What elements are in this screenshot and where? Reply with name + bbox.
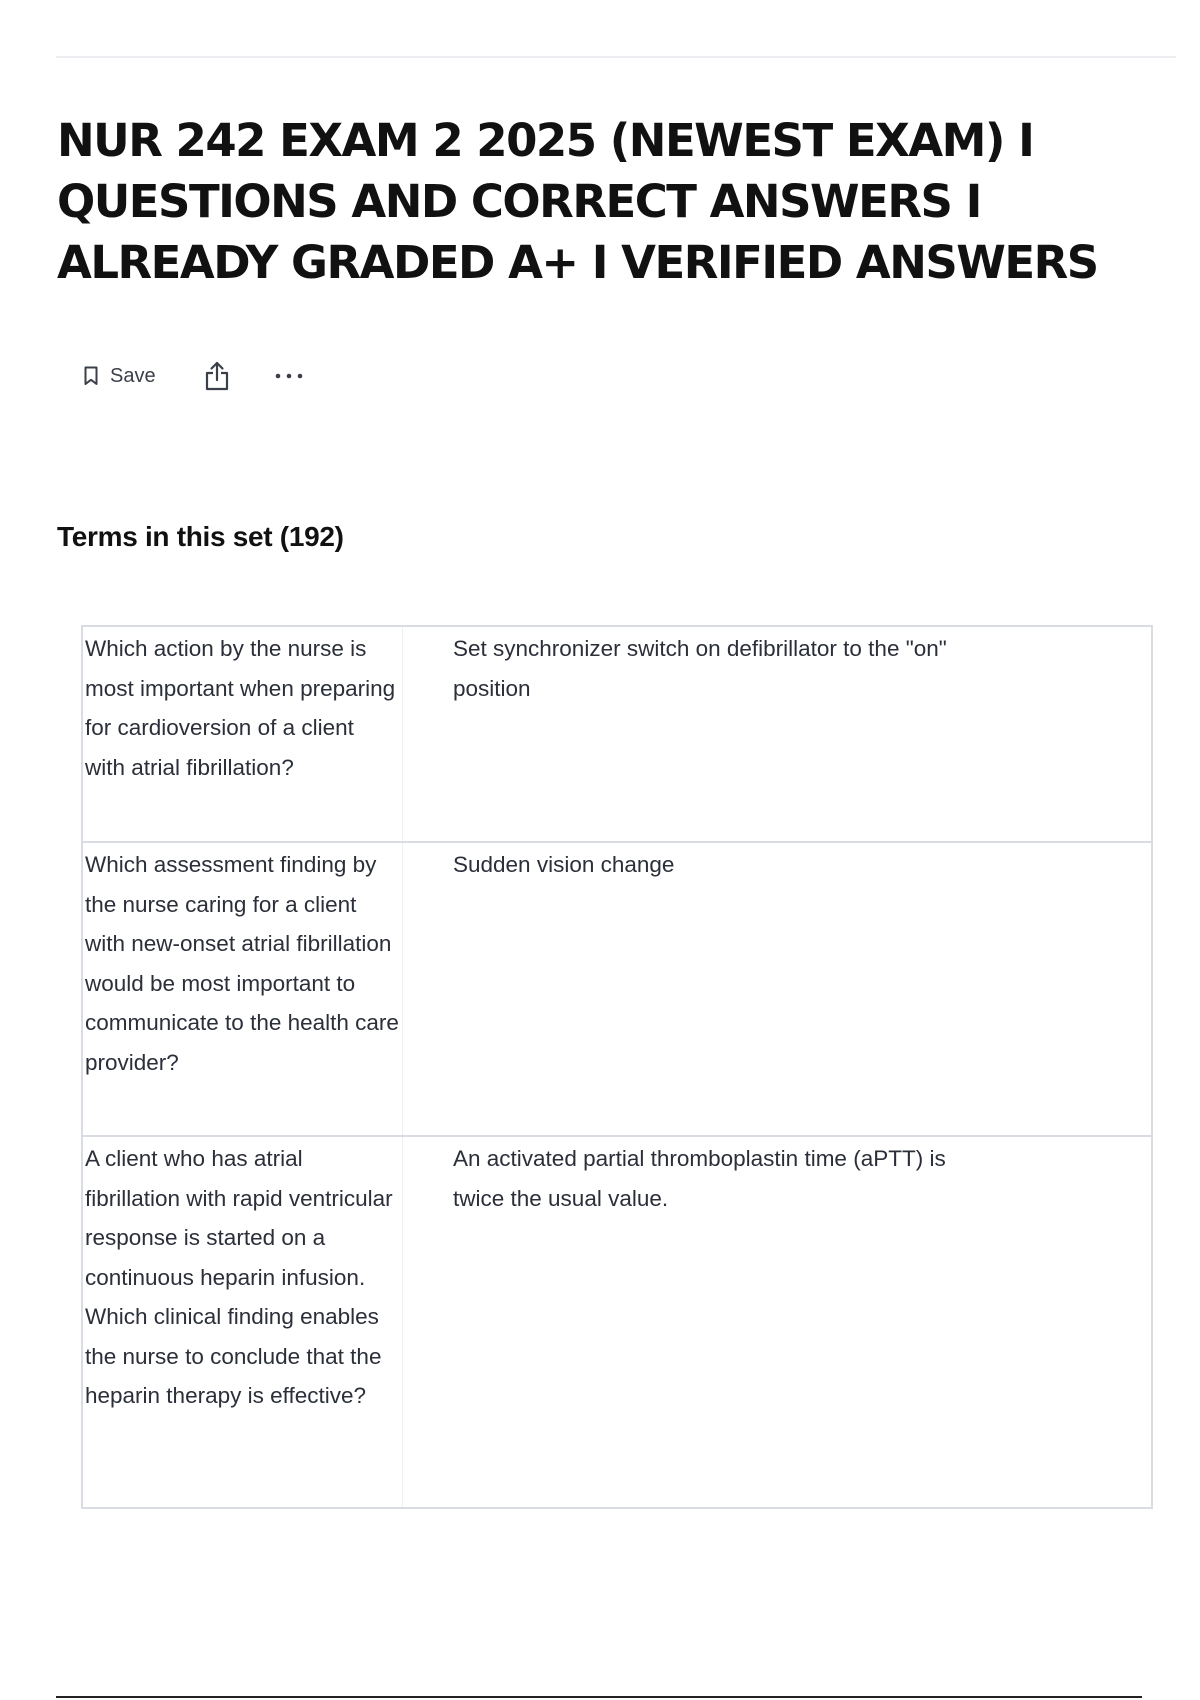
more-icon — [274, 372, 304, 380]
term-row — [83, 841, 1151, 1135]
terms-heading: Terms in this set (192) — [57, 521, 344, 552]
bookmark-icon — [84, 366, 98, 386]
term-answer: Set synchronizer switch on defibrillator to the "on" position — [453, 636, 947, 701]
term-question: Which action by the nurse is most important when preparing for cardioversion of a client with atrial fibrillation? — [83, 627, 403, 841]
term-row — [83, 627, 1151, 841]
term-answer: Sudden vision change — [453, 852, 675, 877]
page-title: NUR 242 EXAM 2 2025 (NEWEST EXAM) I QUESTIONS AND CORRECT ANSWERS I ALREADY GRADED A+ I VERIFIED ANSWERS — [57, 114, 1098, 289]
set-toolbar — [84, 358, 314, 394]
term-row — [83, 1135, 1151, 1507]
save-button[interactable] — [84, 358, 204, 394]
bottom-divider — [56, 1696, 1142, 1698]
share-button[interactable] — [204, 358, 274, 394]
top-divider — [56, 56, 1176, 58]
term-question: A client who has atrial fibrillation with rapid ventricular response is started on a continuous heparin infusion. Which clinical finding enables the nurse to conclude that the heparin therapy is effective? — [83, 1137, 403, 1507]
term-question: Which assessment finding by the nurse caring for a client with new-onset atrial fibrillation would be most important to communicate to the health care provider? — [83, 843, 403, 1135]
term-answer: An activated partial thromboplastin time (aPTT) is twice the usual value. — [453, 1146, 946, 1211]
save-label: Save — [110, 364, 156, 387]
terms-table — [81, 625, 1153, 1509]
more-options-button[interactable] — [274, 358, 314, 394]
share-icon — [204, 361, 230, 391]
